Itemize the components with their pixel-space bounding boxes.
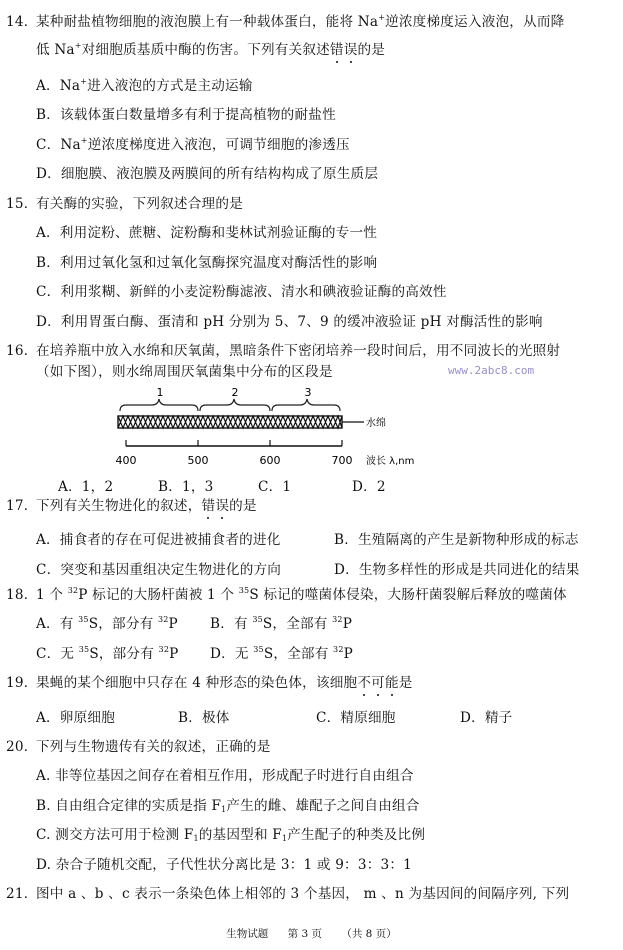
q16-number: 16． (6, 343, 38, 359)
footer-total: （共 8 页） (341, 928, 397, 940)
q17-option-d: D．生物多样性的形成是共同进化的结果 (334, 562, 580, 578)
spectrum-diagram (112, 384, 472, 472)
footer-page: 第 3 页 (287, 928, 322, 940)
q14-number: 14． (6, 14, 38, 30)
algae-strand (118, 416, 364, 428)
q17-stem: 下列有关生物进化的叙述，错误的是 (36, 498, 257, 514)
q16-option-a: A．1，2 (58, 479, 114, 495)
q14-emphasis: 错误 (329, 42, 358, 58)
page-footer (0, 926, 623, 941)
segment-brace-3 (272, 399, 340, 411)
segment-label-2: 2 (231, 386, 239, 399)
q14-option-b: B．该载体蛋白数量增多有利于提高植物的耐盐性 (36, 107, 336, 123)
q17-option-a: A．捕食者的存在可促进被捕食者的进化 (36, 532, 281, 548)
q19-stem: 果蝇的某个细胞中只存在 4 种形态的染色体，该细胞不可能是 (36, 675, 413, 691)
segment-label-1: 1 (156, 386, 164, 399)
q15-stem: 有关酶的实验，下列叙述合理的是 (36, 196, 243, 212)
q19-emphasis: 不可能 (357, 675, 399, 691)
q19-option-d: D．精子 (460, 710, 513, 726)
q16-stem-line1: 在培养瓶中放入水绵和厌氧菌，黑暗条件下密闭培养一段时间后，用不同波长的光照射 (36, 343, 561, 359)
q15-option-a: A．利用淀粉、蔗糖、淀粉酶和斐林试剂验证酶的专一性 (36, 225, 378, 241)
axis-label: 波长 λ,nm (366, 456, 415, 467)
segment-brace-1 (120, 399, 198, 411)
tick-label-400: 400 (115, 454, 137, 467)
q20-number: 20． (6, 739, 38, 755)
q14-option-a: A．Na+进入液泡的方式是主动运输 (36, 77, 253, 94)
q18-option-c: C．无 $^{35}$S，部分有 $^{32}$P (36, 645, 179, 662)
q19-option-c: C．精原细胞 (316, 710, 396, 726)
q19-option-a: A．卵原细胞 (36, 710, 115, 726)
q17-option-b: B．生殖隔离的产生是新物种形成的标志 (334, 532, 579, 548)
q20-option-c: C. 测交方法可用于检测 $F_1$的基因型和 $F_1$产生配子的种类及比例 (36, 827, 426, 843)
q20-option-b: B. 自由组合定律的实质是指 $F_1$产生的雌、雄配子之间自由组合 (36, 798, 420, 814)
footer-subject: 生物试题 (226, 928, 269, 940)
q21-number: 21． (6, 886, 38, 902)
q16-option-c: C．1 (258, 479, 292, 495)
q18-option-b: B．有 $^{35}$S，全部有 $^{32}$P (210, 615, 353, 632)
q18-number: 18． (6, 587, 38, 603)
q21-stem: 图中 a 、b 、c 表示一条染色体上相邻的 3 个基因， m 、n 为基因间的间隔序列, 下列 (36, 886, 570, 902)
tick-label-500: 500 (187, 454, 209, 467)
tick-label-700: 700 (331, 454, 353, 467)
q19-option-b: B．极体 (178, 710, 230, 726)
q20-option-a: A. 非等位基因之间存在着相互作用，形成配子时进行自由组合 (36, 768, 414, 784)
q16-option-d: D．2 (352, 479, 386, 495)
q18-stem: 1 个 $^{32}$P 标记的大肠杆菌被 1 个 $^{35}$S 标记的噬菌体侵染，大肠杆菌裂解后释放的噬菌体 (36, 586, 567, 603)
strand-label: 水绵 (366, 418, 386, 429)
q19-number: 19． (6, 675, 38, 691)
q15-option-b: B．利用过氧化氢和过氧化氢酶探究温度对酶活性的影响 (36, 255, 378, 271)
q20-option-d: D. 杂合子随机交配，子代性状分离比是 3：1 或 9：3：3：1 (36, 857, 412, 873)
q16-option-b: B．1，3 (158, 479, 214, 495)
q18-option-a: A．有 $^{35}$S，部分有 $^{32}$P (36, 615, 178, 632)
q14-option-d: D．细胞膜、液泡膜及两膜间的所有结构构成了原生质层 (36, 166, 379, 182)
watermark-url: www.2abc8.com (448, 364, 535, 377)
tick-label-600: 600 (259, 454, 281, 467)
q15-option-d: D．利用胃蛋白酶、蛋清和 pH 分别为 5、7、9 的缓冲液验证 pH 对酶活性的影响 (36, 314, 543, 330)
q17-option-c: C．突变和基因重组决定生物进化的方向 (36, 562, 282, 578)
segment-label-3: 3 (304, 386, 312, 399)
q17-emphasis: 错误 (201, 498, 230, 514)
q15-number: 15． (6, 196, 38, 212)
q16-stem-line2: （如下图），则水绵周围厌氧菌集中分布的区段是 (36, 364, 333, 380)
q14-stem-line1: 某种耐盐植物细胞的液泡膜上有一种载体蛋白，能将 Na+逆浓度梯度运入液泡，从而降 (36, 13, 565, 30)
q14-stem-line2: 低 Na+对细胞质基质中酶的伤害。下列有关叙述错误的是 (36, 41, 386, 58)
segment-brace-2 (200, 399, 270, 411)
q20-stem: 下列与生物遗传有关的叙述，正确的是 (36, 739, 271, 755)
q15-option-c: C．利用浆糊、新鲜的小麦淀粉酶滤液、清水和碘液验证酶的高效性 (36, 284, 447, 300)
q14-option-c: C．Na+逆浓度梯度进入液泡，可调节细胞的渗透压 (36, 136, 350, 153)
q18-option-d: D．无 $^{35}$S，全部有 $^{32}$P (210, 645, 353, 662)
q17-number: 17． (6, 498, 38, 514)
